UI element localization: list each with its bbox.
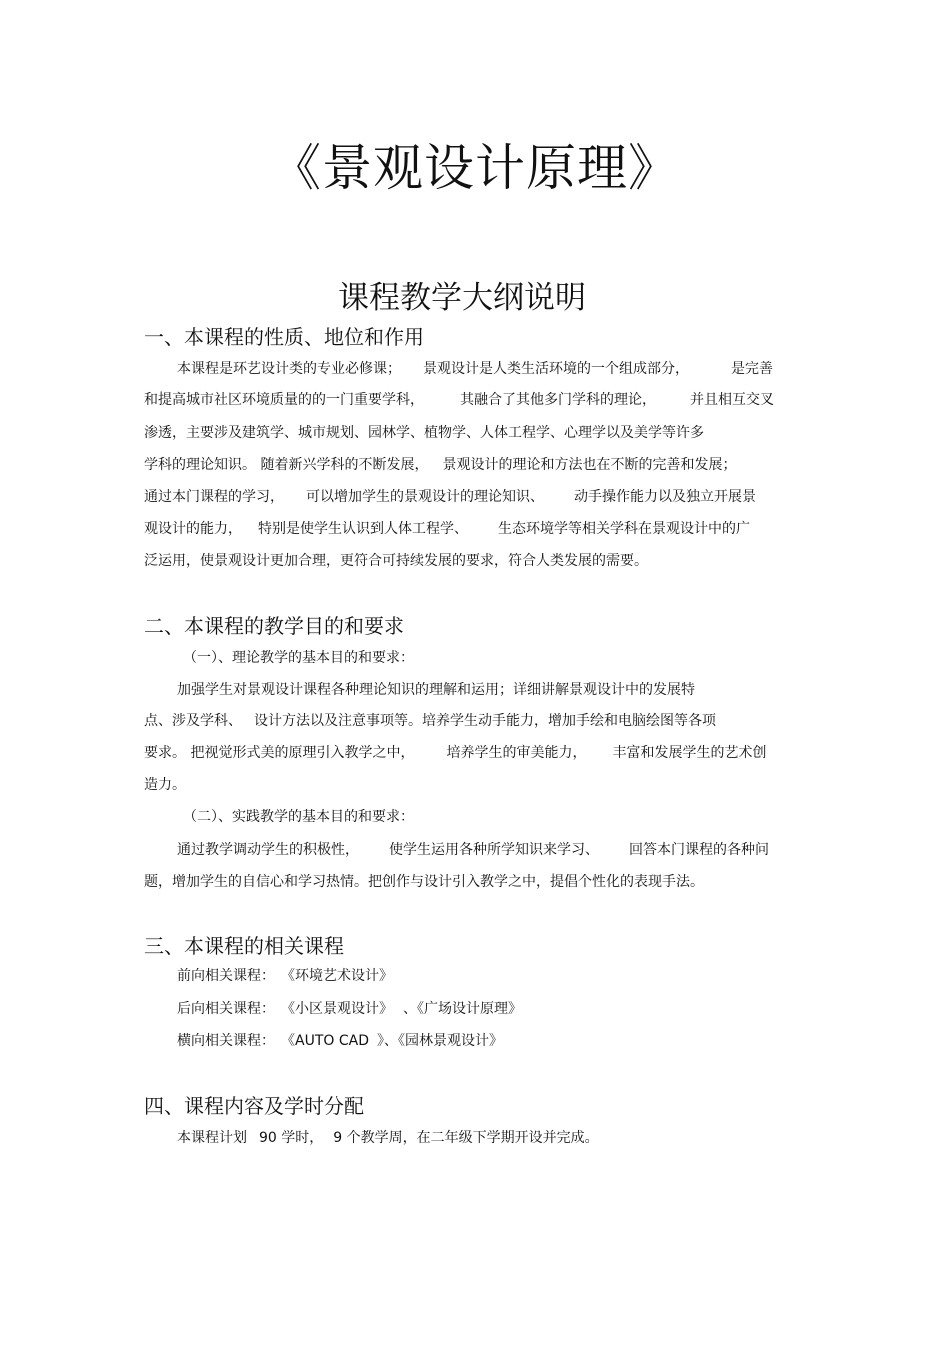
s1-line-4 [144,454,736,474]
s1-line-4b: 景观设计的理论和方法也在不断的完善和发展； [442,457,737,473]
s4-line-1c: 9 个教学周，在二年级下学期开设并完成。 [333,1130,599,1146]
s2-line-2 [144,710,716,730]
s1-line-1c: 是完善 [731,361,773,377]
s2-line-3c: 丰富和发展学生的艺术创 [612,745,767,761]
s1-line-3: 渗透，主要涉及建筑学、城市规划、园林学、植物学、人体工程学、心理学以及美学等许多 [144,425,704,441]
s1-line-1 [177,358,773,378]
s2-line-5b: 使学生运用各种所学知识来学习、 [389,842,599,858]
s2-subheading-2: （二）、实践教学的基本目的和要求： [183,809,414,825]
section-1-heading: 一、本课程的性质、地位和作用 [144,325,424,349]
s1-line-5a: 通过本门课程的学习， [144,489,284,505]
s2-line-2a: 点、涉及学科、 [144,713,242,729]
s3-pre-value: 《环境艺术设计》 [281,968,393,984]
s3-horiz-value-2: 》、《园林景观设计》 [376,1033,503,1049]
s4-line-1 [177,1127,599,1147]
s1-line-6b: 特别是使学生认识到人体工程学、 [258,521,468,537]
s2-line-3a: 要求。 把视觉形式美的原理引入教学之中， [144,745,415,761]
s1-line-2 [144,389,774,409]
s2-line-2b: 设计方法以及注意事项等。培养学生动手能力，增加手绘和电脑绘图等各项 [254,713,716,729]
s2-line-3 [144,742,766,762]
s3-horiz-value-1: 《AUTO CAD [281,1033,369,1049]
s1-line-6c: 生态环境学等相关学科在景观设计中的广 [498,521,750,537]
s4-line-1b: 90 学时， [259,1130,324,1146]
s1-line-4a: 学科的理论知识。 随着新兴学科的不断发展， [144,457,429,473]
s2-line-5c: 回答本门课程的各种问 [629,842,769,858]
s2-line-3b: 培养学生的审美能力， [446,745,587,761]
s1-line-6 [144,518,750,538]
section-4-heading: 四、课程内容及学时分配 [144,1094,364,1118]
s1-line-7: 泛运用，使景观设计更加合理，更符合可持续发展的要求，符合人类发展的需要。 [144,553,648,569]
s3-horiz-label: 横向相关课程： [177,1033,275,1049]
s2-line-4: 造力。 [144,777,186,793]
s1-line-1a: 本课程是环艺设计类的专业必修课； [177,361,401,377]
s3-pre-label: 前向相关课程： [177,968,275,984]
s3-pre-course [177,965,393,985]
s2-line-5 [177,839,769,859]
document-subtitle: 课程教学大纲说明 [338,280,586,316]
s3-post-value-2: 、《广场设计原理》 [403,1001,522,1017]
s3-post-label: 后向相关课程： [177,1001,275,1017]
s2-line-1: 加强学生对景观设计课程各种理论知识的理解和运用；详细讲解景观设计中的发展特 [177,682,695,698]
s2-subheading-1: （一）、理论教学的基本目的和要求： [183,650,414,666]
section-3-heading: 三、本课程的相关课程 [144,934,344,958]
s1-line-5c: 动手操作能力以及独立开展景 [574,489,756,505]
s3-post-course [177,998,522,1018]
s1-line-2b: 其融合了其他多门学科的理论， [460,392,656,408]
s2-line-5a: 通过教学调动学生的积极性， [177,842,359,858]
s3-post-value-1: 《小区景观设计》 [281,1001,393,1017]
section-2-heading: 二、本课程的教学目的和要求 [144,614,404,638]
document-title: 《景观设计原理》 [271,139,679,197]
s1-line-5b: 可以增加学生的景观设计的理论知识、 [306,489,544,505]
s1-line-5 [144,486,756,506]
s1-line-2a: 和提高城市社区环境质量的的一门重要学科， [144,392,424,408]
s1-line-2c: 并且相互交叉 [690,392,774,408]
s2-line-6: 题，增加学生的自信心和学习热情。把创作与设计引入教学之中，提倡个性化的表现手法。 [144,874,704,890]
s1-line-1b: 景观设计是人类生活环境的一个组成部分， [423,361,689,377]
s1-line-6a: 观设计的能力， [144,521,242,537]
s3-horizontal-course [177,1030,503,1050]
s4-line-1a: 本课程计划 [177,1130,247,1146]
